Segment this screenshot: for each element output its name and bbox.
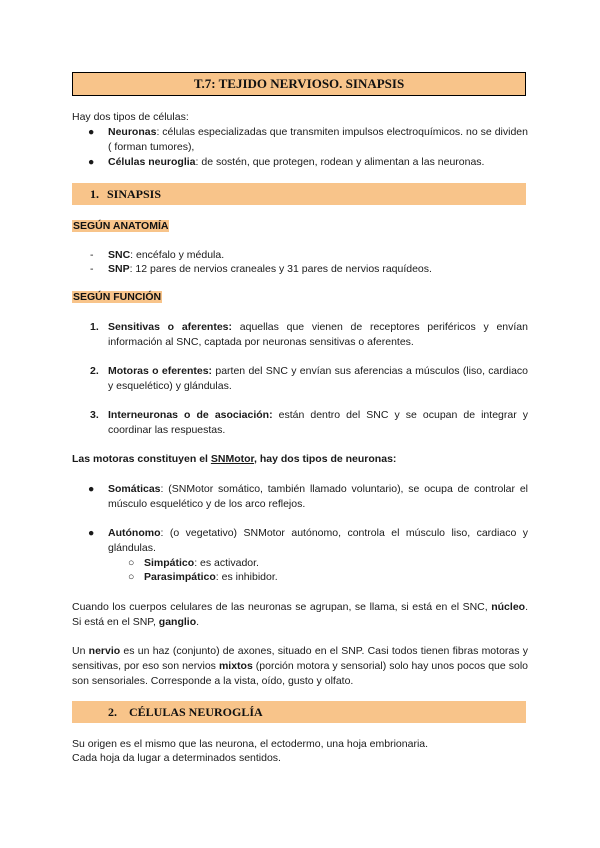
list-item-simpatico: Simpático: es activador.: [144, 557, 259, 569]
subheading-funcion: SEGÚN FUNCIÓN: [73, 291, 162, 303]
list-item-neuroglia: Células neuroglia: de sostén, que protegen, rodean y alimentan a las neuronas.: [108, 156, 485, 168]
bullet-icon: ●: [88, 126, 95, 138]
paragraph-ganglio: Cuando los cuerpos celulares de las neuronas se agrupan, se llama, si está en el SNC, núcleo. Si está en el SNP, ganglio.: [72, 601, 528, 628]
dash-marker: -: [90, 249, 94, 261]
section-heading-neuroglia: [72, 701, 526, 723]
item-number: 1.: [90, 321, 99, 333]
section-title: SINAPSIS: [107, 186, 162, 201]
bullet-icon: ●: [88, 483, 95, 495]
section-number: 2.: [108, 704, 117, 719]
list-item-somaticas: Somáticas: (SNMotor somático, también llamado voluntario), se ocupa de controlar el músculo esquelético y de los arco reflejos.: [108, 483, 528, 510]
motor-sentence: Las motoras constituyen el SNMotor, hay dos tipos de neuronas:: [72, 453, 397, 465]
dash-marker: -: [90, 263, 94, 275]
paragraph-nervio: Un nervio es un haz (conjunto) de axones, situado en el SNP. Casi todos tienen fibras motoras y sensitivas, por eso son nervios mixtos (porción motora y sensorial) solo hay unos pocos que solo son sensoriales. Corresponde a la vista, oído, gusto y olfato.: [72, 645, 528, 687]
section-title: CÉLULAS NEUROGLÍA: [129, 704, 263, 719]
list-item-interneuronas: Interneuronas o de asociación: están dentro del SNC y se ocupan de integrar y coordinar las respuestas.: [108, 409, 528, 436]
list-item-parasimpatico: Parasimpático: es inhibidor.: [144, 571, 278, 583]
circle-bullet-icon: ○: [128, 557, 135, 569]
list-item-autonomo: Autónomo: (o vegetativo) SNMotor autónomo, controla el músculo liso, cardiaco y glándulas.: [108, 527, 528, 554]
list-item-snp: SNP: 12 pares de nervios craneales y 31 pares de nervios raquídeos.: [108, 263, 432, 275]
list-item-neuronas: Neuronas: células especializadas que transmiten impulsos electroquímicos. no se dividen ( forman tumores),: [108, 126, 528, 153]
circle-bullet-icon: ○: [128, 571, 135, 583]
item-number: 2.: [90, 365, 99, 377]
list-item-sensitivas: Sensitivas o aferentes: aquellas que vienen de receptores periféricos y envían información al SNC, captada por neuronas sensitivas o aferentes.: [108, 321, 528, 348]
list-item-snc: SNC: encéfalo y médula.: [108, 249, 225, 261]
item-number: 3.: [90, 409, 99, 421]
final-line-2: Cada hoja da lugar a determinados sentidos.: [72, 752, 281, 764]
bullet-icon: ●: [88, 156, 95, 168]
final-line-1: Su origen es el mismo que las neurona, el ectodermo, una hoja embrionaria.: [72, 738, 429, 750]
section-heading-sinapsis: [72, 183, 526, 205]
bullet-icon: ●: [88, 527, 95, 539]
subheading-anatomia: SEGÚN ANATOMÍA: [73, 220, 169, 232]
page-title-box: [72, 72, 526, 96]
list-item-motoras: Motoras o eferentes: parten del SNC y envían sus aferencias a músculos (liso, cardiaco y esquelético) y glándulas.: [108, 365, 528, 392]
section-number: 1.: [90, 186, 99, 201]
intro-text: Hay dos tipos de células:: [72, 111, 189, 123]
page-title: T.7: TEJIDO NERVIOSO. SINAPSIS: [193, 76, 405, 91]
